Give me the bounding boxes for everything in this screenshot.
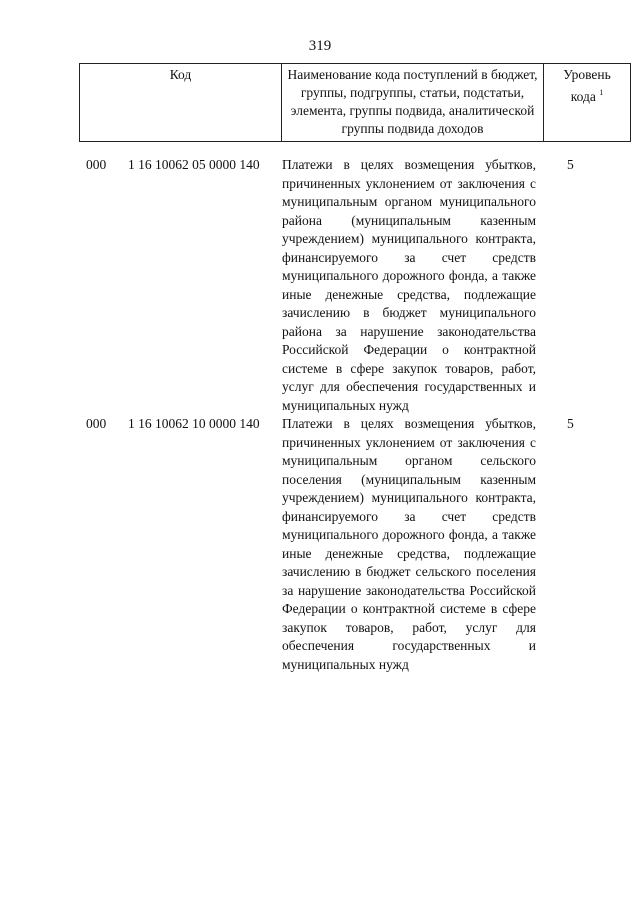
row-code: 1 16 10062 10 0000 140	[128, 416, 260, 431]
header-level-tail: а	[589, 89, 596, 104]
header-name: Наименование кода поступлений в бюджет, группы, подгруппы, статьи, подстатьи, элемента, группы подвида, аналитической группы подвида доходов	[282, 64, 544, 142]
row-prefix: 000	[86, 157, 107, 172]
row-prefix: 000	[86, 416, 107, 431]
table-header	[79, 63, 631, 142]
table-body	[0, 156, 640, 674]
row-level: 5	[567, 157, 574, 172]
row-level: 5	[567, 416, 574, 431]
row-name: Платежи в целях возмещения убытков, причиненных уклонением от заключения с муниципальным органом муниципального района (муниципальным казенным учреждением) муниципального контракта, финансируемого за счет средств муниципального дорожного фонда, а также иные денежные средства, подлежащие зачислению в бюджет муниципального района за нарушение законодательства Российской Федерации о контрактной системе в сфере закупок товаров, работ, услуг для обеспечения государственных и муниципальных нужд	[282, 157, 536, 413]
header-level-footnote: 1	[599, 88, 604, 97]
header-level	[544, 64, 631, 142]
header-level-text: Уровень код	[563, 67, 611, 104]
row-code: 1 16 10062 05 0000 140	[128, 157, 260, 172]
table-row	[0, 156, 640, 415]
page-number: 319	[308, 38, 332, 54]
row-name: Платежи в целях возмещения убытков, причиненных уклонением от заключения с муниципальным органом сельского поселения (муниципальным казенным учреждением) муниципального контракта, финансируемого за счет средств муниципального дорожного фонда, а также иные денежные средства, подлежащие зачислению в бюджет сельского поселения за нарушение законодательства Российской Федерации о контрактной системе в сфере закупок товаров, работ, услуг для обеспечения государственных и муниципальных нужд	[282, 416, 536, 672]
header-code: Код	[80, 64, 282, 142]
table-row	[0, 415, 640, 674]
